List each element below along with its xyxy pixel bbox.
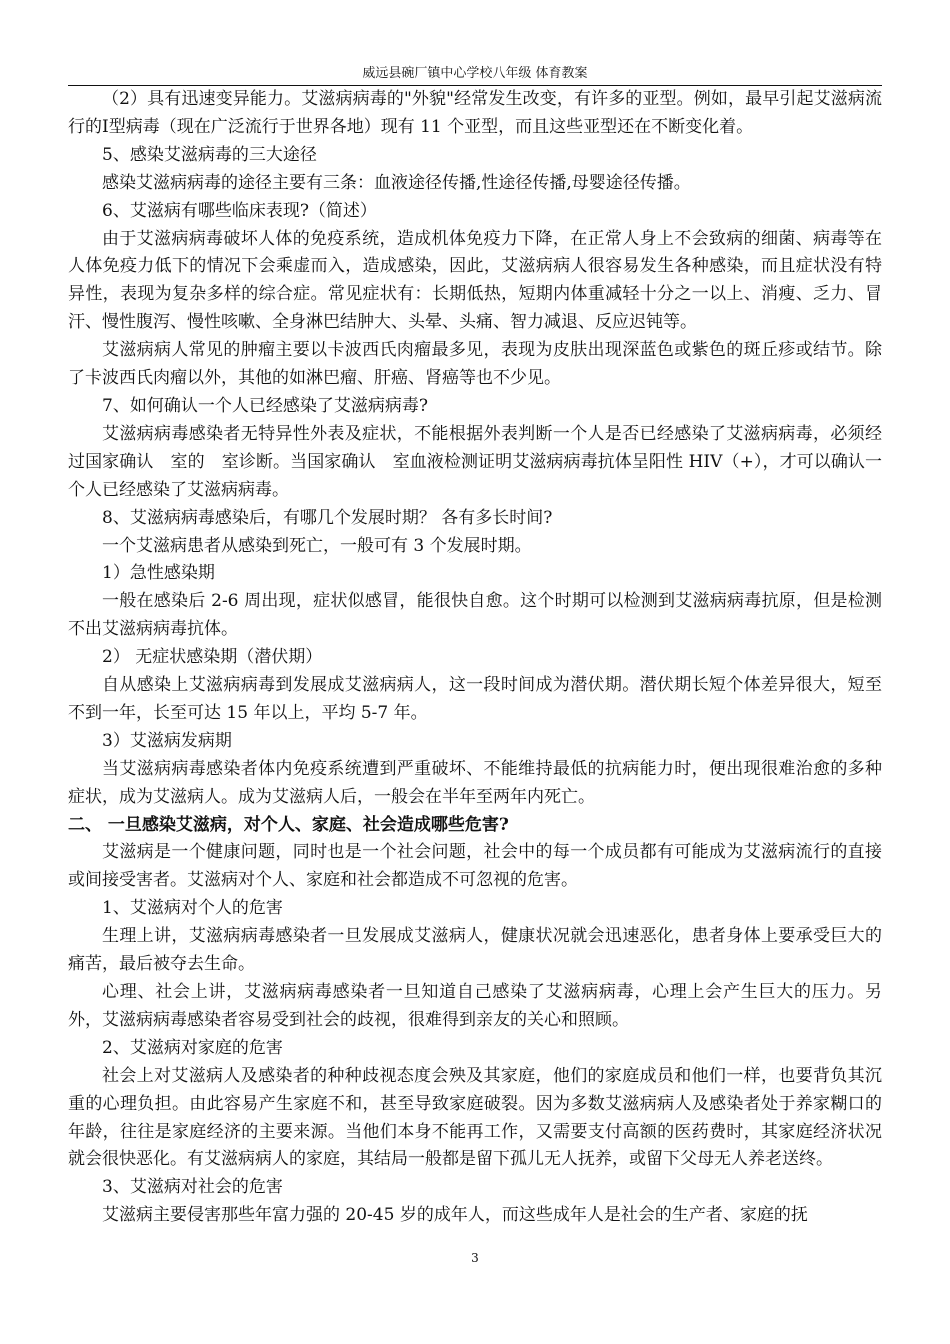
heading-development-stages: 8、艾滋病病毒感染后，有哪几个发展时期？ 各有多长时间? — [102, 507, 553, 528]
heading-acute-stage: 1）急性感染期 — [102, 563, 215, 584]
paragraph-variation: （2）具有迅速变异能力。艾滋病病毒的"外貌"经常发生改变，有许多的亚型。例如，最早引起艾滋病流行的Ⅰ型病毒（现在广泛流行于世界各地）现有 11 个亚型，而且这些亚型还在不断变化着。 — [68, 89, 882, 137]
paragraph-transmission-routes: 感染艾滋病病毒的途径主要有三条：血液途径传播,性途径传播,母婴途径传播。 — [102, 172, 691, 193]
paragraph-harms-intro: 艾滋病是一个健康问题，同时也是一个社会问题，社会中的每一个成员都有可能成为艾滋病流行的直接或间接受害者。艾滋病对个人、家庭和社会都造成不可忽视的危害。 — [68, 842, 882, 891]
paragraph-tumors: 艾滋病病人常见的肿瘤主要以卡波西氏肉瘤最多见，表现为皮肤出现深蓝色或紫色的斑丘疹或结节。除了卡波西氏肉瘤以外，其他的如淋巴瘤、肝癌、肾癌等也不少见。 — [68, 340, 882, 389]
page-number: 3 — [471, 1251, 479, 1265]
page-header: 威远县碗厂镇中心学校八年级 体育教案 — [362, 66, 588, 81]
paragraph-onset-stage: 当艾滋病病毒感染者体内免疫系统遭到严重破坏、不能维持最低的抗病能力时，便出现很难治愈的多种症状，成为艾滋病人。成为艾滋病人后，一般会在半年至两年内死亡。 — [68, 758, 882, 807]
heading-family-harm: 2、艾滋病对家庭的危害 — [102, 1037, 283, 1058]
heading-individual-harm: 1、艾滋病对个人的危害 — [102, 898, 283, 919]
heading-latent-stage: 2） 无症状感染期（潜伏期） — [102, 647, 323, 668]
heading-transmission-routes: 5、感染艾滋病毒的三大途径 — [102, 144, 317, 165]
paragraph-physiological-harm: 生理上讲，艾滋病病毒感染者一旦发展成艾滋病人，健康状况就会迅速恶化，患者身体上要承受巨大的痛苦，最后被夺去生命。 — [68, 926, 882, 975]
heading-clinical-symptoms: 6、艾滋病有哪些临床表现?（简述） — [102, 200, 377, 221]
paragraph-acute-stage: 一般在感染后 2-6 周出现，症状似感冒，能很快自愈。这个时期可以检测到艾滋病病毒抗原，但是检测不出艾滋病病毒抗体。 — [68, 591, 882, 640]
paragraph-latent-stage: 自从感染上艾滋病病毒到发展成艾滋病病人，这一段时间成为潜伏期。潜伏期长短个体差异很大，短至不到一年，长至可达 15 年以上，平均 5-7 年。 — [68, 675, 882, 723]
document-body — [68, 86, 882, 1230]
heading-society-harm: 3、艾滋病对社会的危害 — [102, 1177, 283, 1198]
paragraph-clinical-symptoms: 由于艾滋病病毒破坏人体的免疫系统，造成机体免疫力下降，在正常人身上不会致病的细菌、病毒等在人体免疫力低下的情况下会乘虚而入，造成感染，因此，艾滋病病人很容易发生各种感染，而且症状没有特异性，表现为复杂多样的综合症。常见症状有：长期低热，短期内体重减轻十分之一以上、消瘦、乏力、冒汗、慢性腹泻、慢性咳嗽、全身淋巴结肿大、头晕、头痛、智力减退、反应迟钝等。 — [68, 228, 882, 333]
paragraph-psychological-harm: 心理、社会上讲，艾滋病病毒感染者一旦知道自己感染了艾滋病病毒，心理上会产生巨大的压力。另外，艾滋病病毒感染者容易受到社会的歧视，很难得到亲友的关心和照顾。 — [68, 982, 882, 1030]
paragraph-confirm-infection: 艾滋病病毒感染者无特异性外表及症状，不能根据外表判断一个人是否已经感染了艾滋病病毒，必须经过国家确认 室的 室诊断。当国家确认 室血液检测证明艾滋病病毒抗体呈阳性 HIV（+），才可以确认一个人已经感染了艾滋病病毒。 — [68, 423, 882, 500]
paragraph-family-harm: 社会上对艾滋病人及感染者的种种歧视态度会殃及其家庭，他们的家庭成员和他们一样，也要背负其沉重的心理负担。由此容易产生家庭不和，甚至导致家庭破裂。因为多数艾滋病病人及感染者处于养家糊口的年龄，往往是家庭经济的主要来源。当他们本身不能再工作，又需要支付高额的医药费时，其家庭经济状况就会很快恶化。有艾滋病病人的家庭，其结局一般都是留下孤儿无人抚养，或留下父母无人养老送终。 — [68, 1065, 882, 1170]
section-heading-harms: 二、 一旦感染艾滋病，对个人、家庭、社会造成哪些危害? — [68, 814, 509, 835]
heading-onset-stage: 3）艾滋病发病期 — [102, 730, 232, 751]
heading-confirm-infection: 7、如何确认一个人已经感染了艾滋病病毒? — [102, 395, 428, 416]
paragraph-society-harm: 艾滋病主要侵害那些年富力强的 20-45 岁的成年人，而这些成年人是社会的生产者、家庭的抚 — [102, 1205, 808, 1226]
paragraph-development-stages: 一个艾滋病患者从感染到死亡，一般可有 3 个发展时期。 — [102, 535, 532, 556]
